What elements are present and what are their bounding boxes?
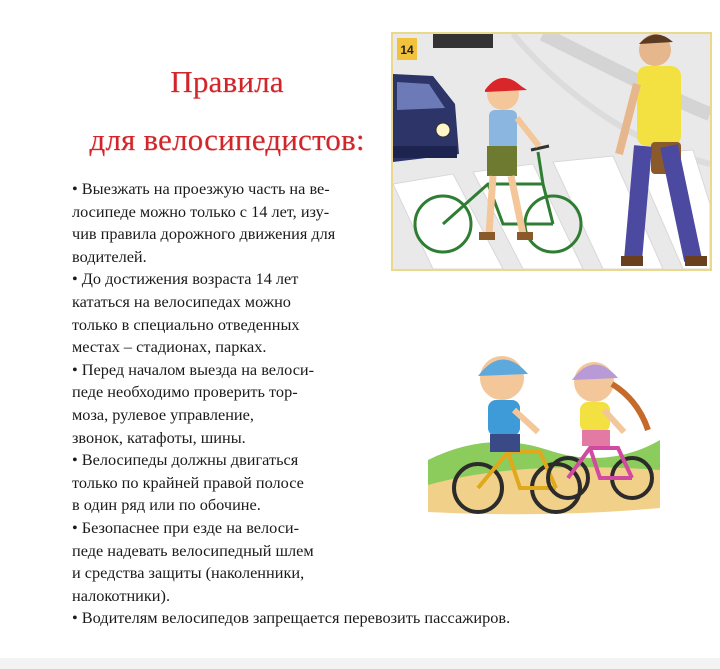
text-line: водителей. [72, 246, 147, 266]
page-footer-strip [0, 658, 720, 669]
text-line: только в специально отведенных [72, 314, 300, 334]
text-line: и средства защиты (наколенники, [72, 563, 305, 583]
text-line: моза, рулевое управление, [72, 404, 254, 424]
text-line: • Водителям велосипедов запрещается перевозить пассажиров. [72, 608, 511, 628]
text-line: в один ряд или по обочине. [72, 495, 261, 515]
text-line: налокотники). [72, 585, 171, 605]
crosswalk-illustration [391, 32, 712, 271]
text-line: только по крайней правой полосе [72, 472, 304, 492]
text-line: • Перед началом выезда на велоси- [72, 359, 315, 379]
text-line: кататься на велосипедах можно [72, 291, 291, 311]
text-line: местах – стадионах, парках. [72, 337, 267, 357]
title-line-1: Правила [170, 64, 284, 99]
text-line: чив правила дорожного движения для [72, 224, 336, 244]
text-line: лосипеде можно только с 14 лет, изу- [72, 201, 330, 221]
title-line-2: для велосипедистов: [89, 122, 365, 157]
text-line: педе необходимо проверить тор- [72, 382, 298, 402]
age-sign-text: 14 [400, 43, 414, 57]
text-line: звонок, катафоты, шины. [72, 427, 246, 447]
kids-cycling-illustration [428, 340, 660, 520]
text-line: • Безопаснее при езде на велоси- [72, 517, 300, 537]
text-line: педе надевать велосипедный шлем [72, 540, 314, 560]
text-line: • Выезжать на проезжую часть на ве- [72, 179, 330, 198]
text-line: • До достижения возраста 14 лет [72, 269, 299, 289]
text-line: • Велосипеды должны двигаться [72, 450, 299, 470]
